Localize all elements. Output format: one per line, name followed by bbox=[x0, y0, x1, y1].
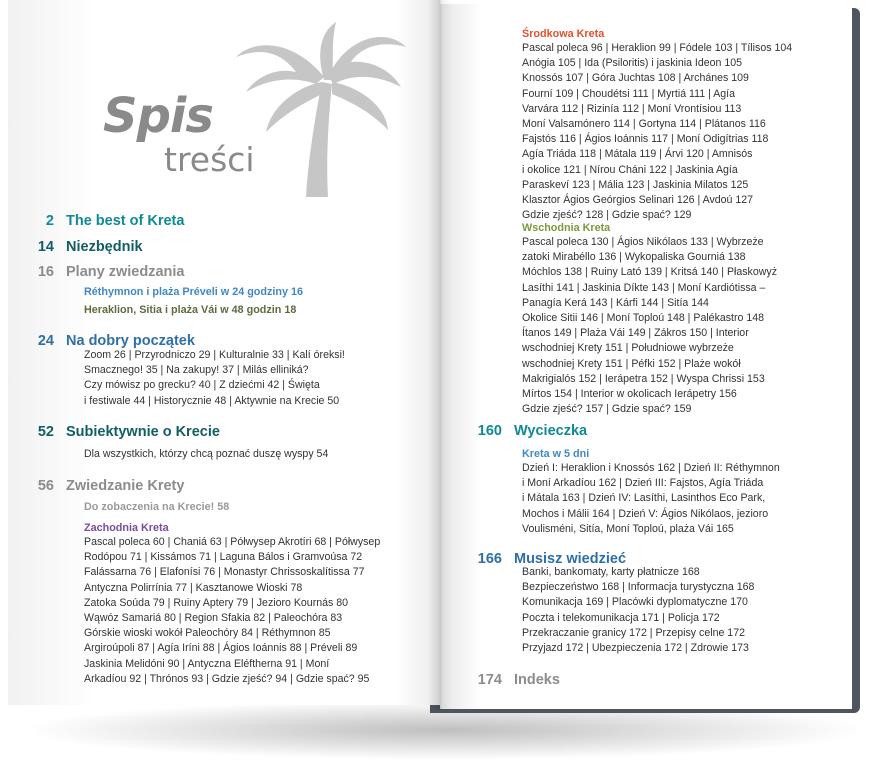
toc-section[interactable] bbox=[28, 263, 184, 281]
entry-line: Okolice Sitii 146 | Moní Toploú 148 | Palékastro 148 bbox=[522, 312, 765, 325]
entry-line: Argiroúpoli 87 | Agía Iríni 88 | Ágios Ioánnis 88 | Préveli 89 bbox=[84, 642, 358, 655]
entry-line: Fourní 109 | Choudétsi 111 | Myrtiá 111 | Agía bbox=[522, 87, 735, 100]
entry-line: Mírtos 154 | Interior w okolicach Ierápetry 156 bbox=[522, 388, 737, 401]
section-title: Indeks bbox=[514, 672, 560, 688]
toc-section[interactable] bbox=[28, 212, 184, 230]
entry-line: Móchlos 138 | Ruiny Lató 139 | Kritsá 140 | Płaskowyż bbox=[522, 266, 777, 279]
entry-line: Panagía Kerá 143 | Kárfi 144 | Sitía 144 bbox=[522, 296, 709, 309]
zwiedzanie-subheading[interactable]: Do zobaczenia na Krecie! 58 bbox=[84, 501, 230, 513]
section-title: Subiektywnie o Krecie bbox=[66, 424, 220, 440]
section-title: The best of Kreta bbox=[66, 213, 185, 229]
section-number: 16 bbox=[37, 264, 54, 280]
entry-line: Zatoka Soúda 79 | Ruiny Aptery 79 | Jezioro Kournás 80 bbox=[84, 596, 349, 609]
heading-spis: Spis bbox=[103, 88, 213, 144]
entry-line: Rodópou 71 | Kissámos 71 | Laguna Bálos i Gramvoúsa 72 bbox=[84, 551, 363, 564]
entry-line: Mochos i Málii 164 | Dzień V: Ágios Nikólaos, jezioro bbox=[522, 507, 769, 520]
kreta5-heading[interactable]: Kreta w 5 dni bbox=[522, 448, 590, 460]
wschodnia-heading[interactable]: Wschodnia Kreta bbox=[522, 222, 611, 234]
dobry-poczatek-entries bbox=[84, 348, 345, 409]
toc-section[interactable] bbox=[28, 423, 220, 441]
section-title: Na dobry początek bbox=[66, 333, 195, 349]
entry-line: Paraskeví 123 | Mália 123 | Jaskinia Milatos 125 bbox=[522, 178, 749, 191]
wschodnia-entries bbox=[522, 235, 777, 417]
entry-line: Dzień I: Heraklion i Knossós 162 | Dzień II: Réthymnon bbox=[522, 462, 780, 474]
section-title: Musisz wiedzieć bbox=[514, 551, 627, 567]
entry-line: i Mátala 163 | Dzień IV: Lasíthi, Lasinthos Eco Park, bbox=[522, 492, 766, 505]
entry-line: Voulisméni, Sitía, Moní Toploú, plaża Vái 165 bbox=[522, 522, 734, 535]
section-number: 166 bbox=[477, 551, 502, 567]
section-title: Wycieczka bbox=[514, 423, 588, 439]
entry-line: Pascal poleca 60 | Chaniá 63 | Półwysep Akrotíri 68 | Półwysep bbox=[84, 536, 381, 548]
toc-section[interactable] bbox=[476, 422, 587, 440]
section-number: 56 bbox=[37, 478, 54, 494]
entry-line: Czy mówisz po grecku? 40 | Z dziećmi 42 | Święta bbox=[84, 379, 320, 392]
entry-line: Pascal poleca 130 | Ágios Nikólaos 133 | Wybrzeże bbox=[522, 236, 764, 248]
entry-line: Ítanos 149 | Plaża Vái 149 | Zákros 150 | Interior bbox=[522, 327, 749, 340]
section-title: Niezbędnik bbox=[66, 239, 143, 255]
section-title: Zwiedzanie Krety bbox=[66, 478, 185, 494]
entry-line: i Moní Arkadíou 162 | Dzień III: Fajstos, Agía Triáda bbox=[522, 477, 764, 490]
entry-line: zatoki Mirabéllo 136 | Wykopaliska Gourniá 138 bbox=[522, 251, 746, 264]
plany-line-1[interactable]: Réthymnon i plaża Préveli w 24 godziny 16 bbox=[84, 286, 304, 298]
toc-section[interactable] bbox=[476, 671, 560, 689]
entry-line: Makrigialós 152 | Ierápetra 152 | Wyspa Chrissi 153 bbox=[522, 372, 765, 385]
right-page bbox=[440, 4, 852, 709]
entry-line: i festiwale 44 | Historycznie 48 | Aktywnie na Krecie 50 bbox=[84, 394, 340, 407]
zachodnia-entries bbox=[84, 535, 380, 687]
plany-line-2[interactable]: Heraklion, Sitia i plaża Vái w 48 godzin 18 bbox=[84, 304, 297, 316]
kreta5-entries bbox=[522, 461, 780, 537]
entry-line: Smacznego! 35 | Na zakupy! 37 | Milás elliniká? bbox=[84, 364, 309, 377]
entry-line: Górskie wioski wokół Paleochóry 84 | Réthymnon 85 bbox=[84, 627, 331, 640]
entry-line: Moní Valsamónero 114 | Gortyna 114 | Plátanos 116 bbox=[522, 118, 766, 131]
entry-line: Fajstós 116 | Ágios Ioánnis 117 | Moní Odigítrias 118 bbox=[522, 133, 769, 146]
toc-section[interactable] bbox=[28, 477, 184, 495]
section-number: 24 bbox=[37, 333, 54, 349]
entry-line: wschodniej Krety 151 | Południowe wybrzeże bbox=[522, 342, 734, 355]
section-number: 160 bbox=[477, 423, 502, 439]
entry-line: Komunikacja 169 | Placówki dyplomatyczne 170 bbox=[522, 596, 748, 609]
entry-line: Banki, bankomaty, karty płatnicze 168 bbox=[522, 566, 700, 578]
srodkowa-heading[interactable]: Środkowa Kreta bbox=[522, 28, 605, 40]
entry-line: Agía Triáda 118 | Mátala 119 | Árvi 120 | Amnisós bbox=[522, 148, 753, 161]
entry-line: wschodniej Krety 151 | Péfki 152 | Plaże wokół bbox=[522, 357, 741, 370]
entry-line: Klasztor Ágios Geórgios Selinari 126 | Avdoú 127 bbox=[522, 194, 754, 207]
entry-line: Poczta i telekomunikacja 171 | Policja 172 bbox=[522, 611, 720, 624]
left-page bbox=[8, 0, 440, 705]
subiektywnie-entry: Dla wszystkich, którzy chcą poznać duszę wyspy 54 bbox=[84, 448, 329, 460]
section-title: Plany zwiedzania bbox=[66, 264, 185, 280]
entry-line: Zoom 26 | Przyrodniczo 29 | Kulturalnie 33 | Kalí óreksi! bbox=[84, 349, 345, 361]
entry-line: Anógia 105 | Ida (Psiloritis) i jaskinia Ideon 105 bbox=[522, 57, 743, 70]
entry-line: Pascal poleca 96 | Heraklion 99 | Fódele 103 | Tílisos 104 bbox=[522, 42, 793, 54]
entry-line: Bezpieczeństwo 168 | Informacja turystyczna 168 bbox=[522, 581, 755, 594]
entry-line: Varvára 112 | Rizinía 112 | Moní Vrontísiou 113 bbox=[522, 102, 742, 115]
entry-line: Przyjazd 172 | Ubezpieczenia 172 | Zdrowie 173 bbox=[522, 642, 749, 655]
srodkowa-entries bbox=[522, 41, 792, 223]
entry-line: Knossós 107 | Góra Juchtas 108 | Archánes 109 bbox=[522, 72, 749, 85]
entry-line: Jaskinia Melidóni 90 | Antyczna Eléftherna 91 | Moní bbox=[84, 657, 330, 670]
musisz-entries bbox=[522, 565, 754, 656]
entry-line: Gdzie zjeść? 128 | Gdzie spać? 129 bbox=[522, 209, 692, 222]
section-number: 14 bbox=[37, 239, 54, 255]
entry-line: Arkadíou 92 | Thrónos 93 | Gdzie zjeść? 94 | Gdzie spać? 95 bbox=[84, 672, 370, 685]
toc-section[interactable] bbox=[28, 238, 143, 256]
entry-line: Gdzie zjeść? 157 | Gdzie spać? 159 bbox=[522, 403, 692, 416]
entry-line: Antyczna Polirrínia 77 | Kasztanowe Wioski 78 bbox=[84, 581, 303, 594]
heading-tresci: treści bbox=[164, 140, 255, 179]
entry-line: Przekraczanie granicy 172 | Przepisy celne 172 bbox=[522, 626, 745, 639]
section-number: 174 bbox=[477, 672, 502, 688]
section-number: 2 bbox=[45, 213, 54, 229]
palm-tree-icon bbox=[236, 22, 406, 202]
entry-line: Wąwóz Samariá 80 | Region Sfakia 82 | Paleochóra 83 bbox=[84, 612, 343, 625]
entry-line: Falássarna 76 | Elafonísi 76 | Monastyr Chrissoskalítissa 77 bbox=[84, 566, 365, 579]
zachodnia-heading[interactable]: Zachodnia Kreta bbox=[84, 522, 169, 534]
section-number: 52 bbox=[37, 424, 54, 440]
entry-line: i okolice 121 | Nírou Cháni 122 | Jaskinia Agía bbox=[522, 163, 738, 176]
entry-line: Lasíthi 141 | Jaskinia Díkte 143 | Moní Kardiótissa – bbox=[522, 281, 766, 294]
